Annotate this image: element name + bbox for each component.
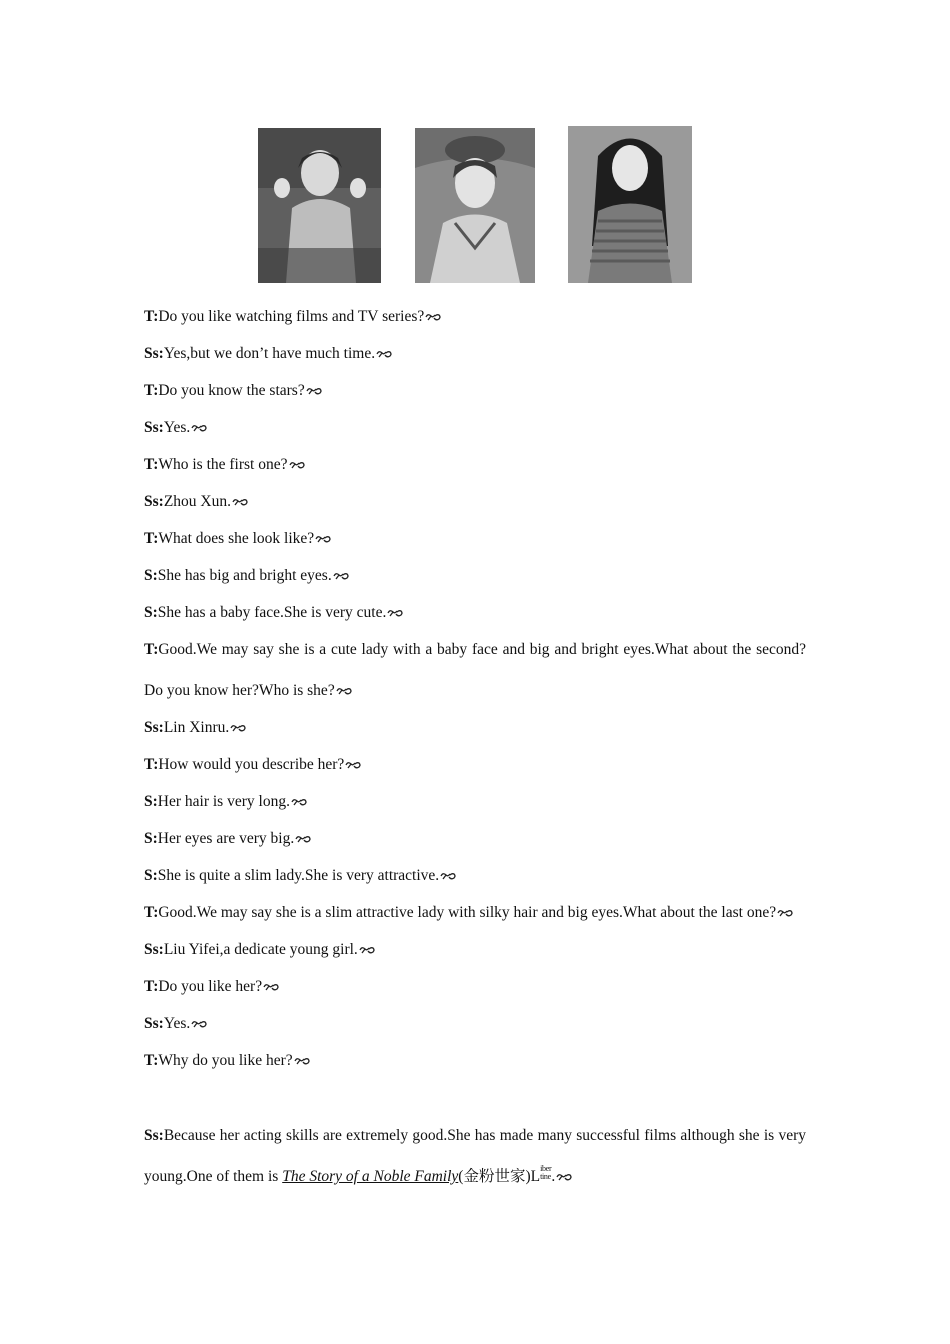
film-title: The Story of a Noble Family: [282, 1168, 459, 1185]
paragraph-mark-icon: [440, 871, 457, 881]
portrait-image: [415, 128, 535, 283]
dialogue-line: [144, 1040, 806, 1081]
speaker-label: T:: [144, 456, 159, 473]
speaker-label: Ss:: [144, 719, 164, 736]
dialogue-line: [144, 781, 806, 822]
dialogue-line-last: [144, 1115, 806, 1197]
utterance-text: Why do you like her?: [158, 1052, 293, 1069]
paragraph-mark-icon: [333, 571, 350, 581]
star-photos: [0, 126, 950, 286]
utterance-text: Do you like watching films and TV series?: [158, 308, 425, 325]
paragraph-mark-icon: [232, 497, 249, 507]
utterance-text: Do you know the stars?: [158, 382, 305, 399]
utterance-text: Her hair is very long.: [157, 793, 290, 810]
paragraph-mark-icon: [359, 945, 376, 955]
paragraph-mark-icon: [291, 797, 308, 807]
paragraph-mark-icon: [556, 1172, 573, 1182]
speaker-label: T:: [144, 756, 159, 773]
utterance-text: She has big and bright eyes.: [157, 567, 332, 584]
paragraph-mark-icon: [376, 349, 393, 359]
dialogue-line: [144, 855, 806, 896]
speaker-label: Ss:: [144, 493, 164, 510]
speaker-label: T:: [144, 904, 159, 921]
line-ending: .: [551, 1168, 556, 1185]
speaker-label: S:: [144, 604, 158, 621]
dialogue-line: [144, 407, 806, 448]
utterance-text: Yes,but we don’t have much time.: [163, 345, 376, 362]
speaker-label: T:: [144, 308, 159, 325]
photo-zhou-xun: [258, 128, 381, 283]
utterance-text: Yes.: [163, 419, 191, 436]
paragraph-mark-icon: [306, 386, 323, 396]
paragraph-mark-icon: [425, 312, 442, 322]
utterance-text: She is quite a slim lady.She is very attractive.: [157, 867, 440, 884]
dialogue-line: [144, 629, 806, 711]
portrait-image: [258, 128, 381, 283]
dialogue-line: [144, 444, 806, 485]
utterance-text: Lin Xinru.: [163, 719, 230, 736]
dialogue-line: [144, 818, 806, 859]
dialogue-line: [144, 481, 806, 522]
speaker-label: S:: [144, 793, 158, 810]
speaker-label: Ss:: [144, 941, 164, 958]
dialogue-line: [144, 592, 806, 633]
speaker-label: Ss:: [144, 345, 164, 362]
utterance-text: Good.We may say she is a cute lady with a baby face and big and bright eyes.What about the second?Do you know her?Who is she?: [144, 641, 806, 699]
utterance-text: Who is the first one?: [158, 456, 288, 473]
utterance-text: Do you like her?: [158, 978, 263, 995]
speaker-label: Ss:: [144, 419, 164, 436]
dialogue-line: [144, 296, 806, 337]
dialogue-line: [144, 966, 806, 1007]
portrait-image: [568, 126, 692, 283]
paragraph-mark-icon: [777, 908, 794, 918]
dialogue-line: [144, 892, 806, 933]
paragraph-mark-icon: [294, 1056, 311, 1066]
speaker-label: S:: [144, 867, 158, 884]
paragraph-mark-icon: [315, 534, 332, 544]
speaker-label: S:: [144, 567, 158, 584]
dialogue-line: [144, 744, 806, 785]
utterance-text: Yes.: [163, 1015, 191, 1032]
dialogue-line: [144, 333, 806, 374]
dialogue-line: [144, 555, 806, 596]
paragraph-mark-icon: [387, 608, 404, 618]
dialogue-line: [144, 1003, 806, 1044]
dialogue-line: [144, 929, 806, 970]
utterance-text: Good.We may say she is a slim attractive lady with silky hair and big eyes.What about the last one?: [158, 904, 777, 921]
chinese-title: (金粉世家): [458, 1168, 531, 1185]
speaker-label: S:: [144, 830, 158, 847]
speaker-label: T:: [144, 530, 159, 547]
dialogue-line: [144, 707, 806, 748]
tiny-lower: tine: [540, 1172, 551, 1181]
tiny-stacked-text: [540, 1165, 551, 1181]
paragraph-mark-icon: [289, 460, 306, 470]
paragraph-mark-icon: [191, 1019, 208, 1029]
tiny-upper: iber: [540, 1164, 552, 1173]
tiny-prefix: L: [530, 1168, 541, 1185]
utterance-text: Because her acting skills are extremely good.She has made many successful films although she is very young.One of them is: [144, 1127, 806, 1185]
utterance-text: Zhou Xun.: [163, 493, 231, 510]
paragraph-mark-icon: [230, 723, 247, 733]
speaker-label: T:: [144, 978, 159, 995]
dialogue-line: [144, 518, 806, 559]
paragraph-mark-icon: [295, 834, 312, 844]
paragraph-mark-icon: [336, 686, 353, 696]
speaker-label: Ss:: [144, 1015, 164, 1032]
speaker-label: T:: [144, 1052, 159, 1069]
utterance-text: Her eyes are very big.: [157, 830, 295, 847]
speaker-label: Ss:: [144, 1127, 164, 1144]
utterance-text: How would you describe her?: [158, 756, 345, 773]
paragraph-mark-icon: [345, 760, 362, 770]
speaker-label: T:: [144, 382, 159, 399]
photo-lin-xinru: [415, 128, 535, 283]
utterance-text: Liu Yifei,a dedicate young girl.: [163, 941, 358, 958]
speaker-label: T:: [144, 641, 159, 658]
dialogue-line: [144, 370, 806, 411]
paragraph-mark-icon: [263, 982, 280, 992]
utterance-text: What does she look like?: [158, 530, 315, 547]
dialogue: [144, 296, 806, 1077]
photo-liu-yifei: [568, 126, 692, 283]
utterance-text: She has a baby face.She is very cute.: [157, 604, 387, 621]
paragraph-mark-icon: [191, 423, 208, 433]
